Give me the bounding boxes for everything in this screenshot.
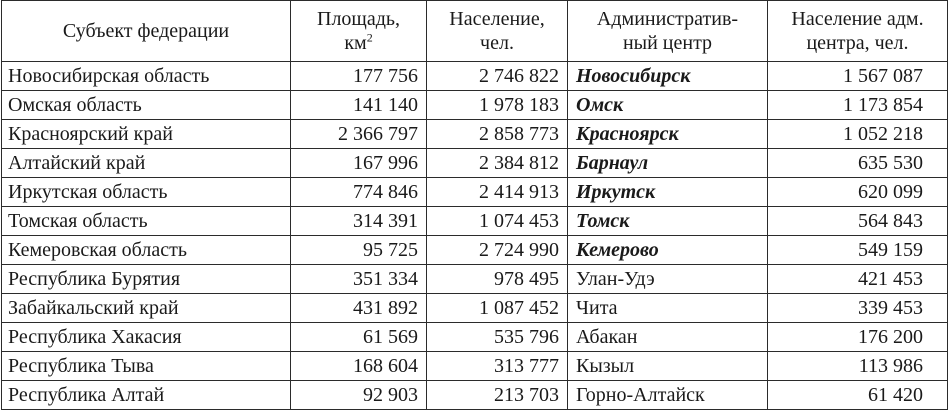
cell-population: 535 796 <box>427 323 568 352</box>
cell-area: 92 903 <box>291 381 427 410</box>
cell-area: 351 334 <box>291 265 427 294</box>
table-row <box>2 178 948 207</box>
table-row <box>2 294 948 323</box>
cell-population: 2 746 822 <box>427 62 568 91</box>
cell-subject: Иркутская область <box>2 178 291 207</box>
cell-area: 141 140 <box>291 91 427 120</box>
cell-center-population: 1 567 087 <box>768 62 948 91</box>
header-area <box>291 1 427 62</box>
table-row <box>2 381 948 410</box>
cell-admin-center: Кемерово <box>568 236 768 265</box>
cell-subject: Алтайский край <box>2 149 291 178</box>
header-subject: Субъект федерации <box>2 1 291 62</box>
header-center-population <box>768 1 948 62</box>
table-row <box>2 62 948 91</box>
cell-center-population: 620 099 <box>768 178 948 207</box>
cell-admin-center: Новосибирск <box>568 62 768 91</box>
table-row <box>2 236 948 265</box>
federal-subjects-table <box>1 0 948 410</box>
header-population-line2: чел. <box>480 32 514 54</box>
table-row <box>2 91 948 120</box>
header-center-pop-line2: центра, чел. <box>806 32 909 54</box>
cell-population: 2 384 812 <box>427 149 568 178</box>
cell-subject: Республика Тыва <box>2 352 291 381</box>
cell-population: 2 414 913 <box>427 178 568 207</box>
cell-area: 177 756 <box>291 62 427 91</box>
cell-admin-center: Иркутск <box>568 178 768 207</box>
cell-center-population: 549 159 <box>768 236 948 265</box>
cell-subject: Республика Алтай <box>2 381 291 410</box>
cell-admin-center: Омск <box>568 91 768 120</box>
cell-area: 168 604 <box>291 352 427 381</box>
cell-area: 774 846 <box>291 178 427 207</box>
table-row <box>2 149 948 178</box>
table-row <box>2 120 948 149</box>
cell-area: 61 569 <box>291 323 427 352</box>
cell-area: 95 725 <box>291 236 427 265</box>
cell-center-population: 635 530 <box>768 149 948 178</box>
cell-area: 314 391 <box>291 207 427 236</box>
cell-center-population: 1 173 854 <box>768 91 948 120</box>
cell-subject: Новосибирская область <box>2 62 291 91</box>
table-row <box>2 352 948 381</box>
cell-admin-center: Кызыл <box>568 352 768 381</box>
table-row <box>2 323 948 352</box>
header-population <box>427 1 568 62</box>
cell-center-population: 339 453 <box>768 294 948 323</box>
cell-subject: Забайкальский край <box>2 294 291 323</box>
cell-center-population: 564 843 <box>768 207 948 236</box>
cell-population: 313 777 <box>427 352 568 381</box>
cell-admin-center: Горно-Алтайск <box>568 381 768 410</box>
header-admin-line1: Административ- <box>596 8 739 30</box>
cell-population: 1 087 452 <box>427 294 568 323</box>
cell-population: 1 978 183 <box>427 91 568 120</box>
header-admin-center <box>568 1 768 62</box>
cell-subject: Республика Бурятия <box>2 265 291 294</box>
cell-subject: Омская область <box>2 91 291 120</box>
cell-center-population: 421 453 <box>768 265 948 294</box>
header-admin-line2: ный центр <box>622 32 713 54</box>
cell-area: 431 892 <box>291 294 427 323</box>
header-area-line2: км <box>344 32 367 54</box>
cell-admin-center: Томск <box>568 207 768 236</box>
cell-population: 1 074 453 <box>427 207 568 236</box>
cell-center-population: 61 420 <box>768 381 948 410</box>
header-area-sup: 2 <box>366 30 373 45</box>
cell-population: 978 495 <box>427 265 568 294</box>
cell-subject: Республика Хакасия <box>2 323 291 352</box>
cell-population: 2 724 990 <box>427 236 568 265</box>
cell-subject: Томская область <box>2 207 291 236</box>
header-center-pop-line1: Население адм. <box>791 8 924 30</box>
cell-population: 2 858 773 <box>427 120 568 149</box>
cell-admin-center: Абакан <box>568 323 768 352</box>
cell-subject: Кемеровская область <box>2 236 291 265</box>
table-row <box>2 207 948 236</box>
cell-admin-center: Красноярск <box>568 120 768 149</box>
cell-area: 2 366 797 <box>291 120 427 149</box>
cell-center-population: 1 052 218 <box>768 120 948 149</box>
table-body <box>2 62 948 410</box>
table-row <box>2 265 948 294</box>
header-row <box>2 1 948 62</box>
cell-center-population: 113 986 <box>768 352 948 381</box>
table-header <box>2 1 948 62</box>
cell-subject: Красноярский край <box>2 120 291 149</box>
header-area-line1: Площадь, <box>317 8 400 30</box>
cell-area: 167 996 <box>291 149 427 178</box>
cell-center-population: 176 200 <box>768 323 948 352</box>
cell-admin-center: Чита <box>568 294 768 323</box>
cell-admin-center: Барнаул <box>568 149 768 178</box>
cell-population: 213 703 <box>427 381 568 410</box>
cell-admin-center: Улан-Удэ <box>568 265 768 294</box>
header-population-line1: Население, <box>449 8 545 30</box>
